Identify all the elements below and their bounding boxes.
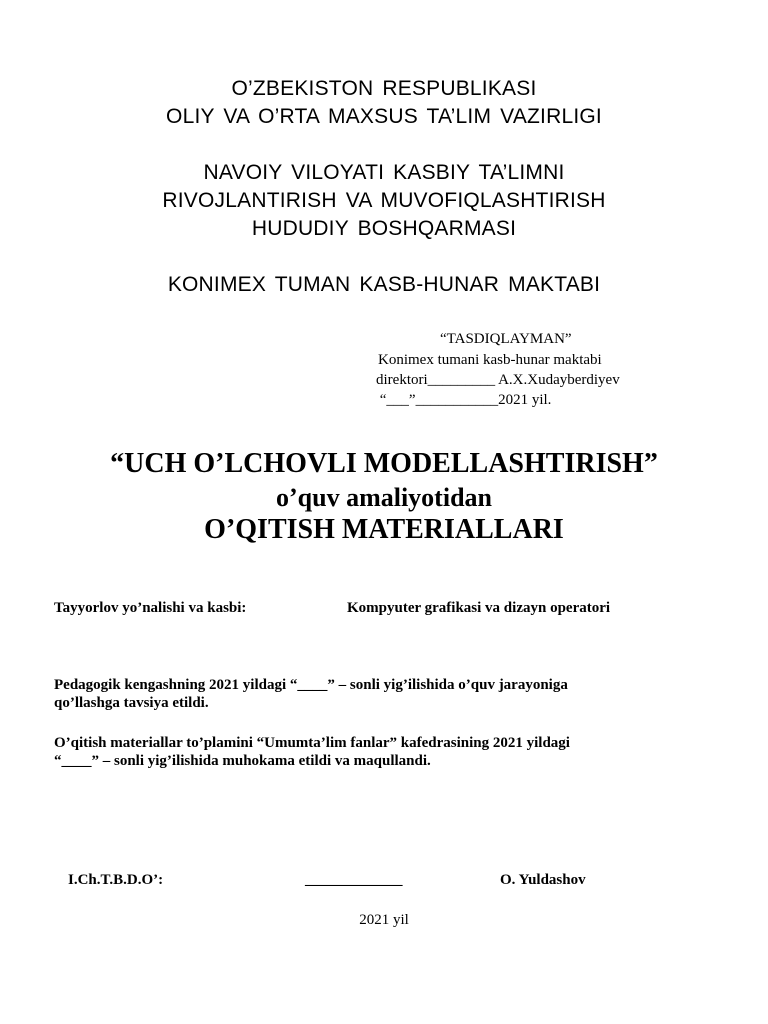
department-line-2: “____” – sonli yig’ilishida muhokama etildi va maqullandi.	[54, 753, 431, 769]
header-line-region: NAVOIY VILOYATI KASBIY TA’LIMNI	[203, 161, 565, 184]
specialty-value: Kompyuter grafikasi va dizayn operatori	[347, 600, 611, 616]
header-line-school: KONIMEX TUMAN KASB-HUNAR MAKTABI	[167, 273, 601, 296]
title-subtitle: o’quv amaliyotidan	[276, 483, 492, 512]
council-line-2: qo’llashga tavsiya etildi.	[54, 695, 209, 711]
council-line-1: Pedagogik kengashning 2021 yildagi “____” – sonli yig’ilishida o’quv jarayoniga	[54, 677, 568, 693]
author-name: O. Yuldashov	[500, 872, 586, 888]
header-line-administration: HUDUDIY BOSHQARMASI	[251, 217, 517, 240]
header-line-ministry: OLIY VA O’RTA MAXSUS TA’LIM VAZIRLIGI	[166, 105, 602, 128]
department-line-1: O’qitish materiallar to’plamini “Umumta’lim fanlar” kafedrasining 2021 yildagi	[54, 735, 570, 751]
author-label: I.Ch.T.B.D.O’:	[68, 872, 164, 888]
header-line-republic: O’ZBEKISTON RESPUBLIKASI	[231, 77, 537, 100]
specialty-label: Tayyorlov yo’nalishi va kasbi:	[54, 600, 247, 616]
footer-year: 2021 yil	[359, 912, 409, 928]
approval-date: “___”___________2021 yil.	[376, 392, 552, 408]
title-main: “UCH O’LCHOVLI MODELLASHTIRISH”	[110, 448, 658, 479]
signature-line: _____________	[305, 872, 403, 888]
title-type: O’QITISH MATERIALLARI	[204, 514, 564, 545]
approval-school: Konimex tumani kasb-hunar maktabi	[378, 352, 602, 368]
approval-title: “TASDIQLAYMAN”	[440, 331, 572, 347]
approval-director: direktori_________ A.X.Xudayberdiyev	[376, 372, 620, 388]
header-line-development: RIVOJLANTIRISH VA MUVOFIQLASHTIRISH	[162, 189, 606, 212]
